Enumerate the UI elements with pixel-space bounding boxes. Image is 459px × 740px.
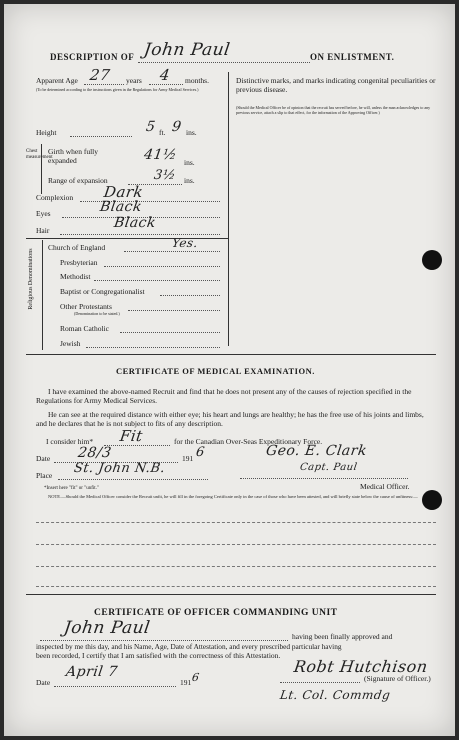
medical-place-label: Place	[36, 471, 53, 480]
unfitness-line-2	[36, 544, 436, 545]
religion-item-methodist: Methodist	[60, 272, 91, 281]
religion-group-label: Religious Denominations	[28, 248, 34, 310]
religion-line-3	[160, 295, 220, 296]
age-months-line	[149, 84, 183, 85]
religion-line-0	[124, 251, 220, 252]
officer-date-handwritten: April 7	[64, 664, 119, 680]
chest-girth-unit: ins.	[184, 158, 195, 167]
chest-range-label: Range of expansion	[48, 176, 108, 185]
eyes-label: Eyes	[36, 209, 51, 218]
medical-heading: CERTIFICATE OF MEDICAL EXAMINATION.	[116, 366, 315, 376]
chest-girth-label: Girth when fully expanded	[48, 147, 98, 165]
officer-cert-line2: inspected by me this day, and his Name, Age, Date of Attestation, and every prescribed particular having	[36, 642, 342, 651]
hair-handwritten: Black	[112, 215, 158, 231]
hair-label: Hair	[36, 226, 50, 235]
religion-item-jewish: Jewish	[60, 339, 81, 348]
religion-item-presbyterian: Presbyterian	[60, 258, 98, 267]
column-divider	[228, 72, 229, 346]
header-title-right: ON ENLISTMENT.	[310, 52, 395, 62]
religion-item-baptist: Baptist or Congregationalist	[60, 287, 145, 296]
religion-item-other-protestants: Other Protestants	[60, 302, 112, 311]
height-ft-handwritten: 5	[144, 119, 157, 135]
chest-girth-handwritten: 41½	[142, 147, 179, 163]
age-label: Apparent Age	[36, 76, 78, 85]
medical-officer-signature: Geo. E. Clark	[264, 443, 369, 459]
religion-line-4	[128, 310, 220, 311]
height-ft-label: ft.	[159, 128, 166, 137]
height-label: Height	[36, 128, 57, 137]
officer-cert-line1-rest: having been finally approved and	[292, 632, 393, 641]
age-note: (To be determined according to the instructions given in the Regulations for Army Medical Services.)	[36, 87, 199, 92]
complexion-handwritten: Dark	[102, 183, 145, 201]
height-in-handwritten: 9	[170, 119, 183, 135]
officer-signature-handwritten: Robt Hutchison	[292, 657, 429, 676]
medical-officer-line	[240, 478, 408, 479]
officer-year-handwritten: 6	[191, 671, 201, 684]
height-in-label: ins.	[186, 128, 197, 137]
officer-signature-rank: Lt. Col. Commdg	[279, 688, 392, 702]
chest-bracket	[41, 144, 42, 194]
section-divider-medical	[26, 354, 436, 355]
religion-bracket	[42, 240, 43, 350]
unfitness-line-1	[36, 522, 436, 523]
punch-hole-upper	[422, 250, 442, 270]
religion-line-6	[86, 347, 220, 348]
officer-signature-line	[280, 682, 360, 683]
age-years-line	[84, 84, 124, 85]
medical-officer-label: Medical Officer.	[360, 482, 410, 491]
medical-place-handwritten: St. John N.B.	[72, 461, 167, 476]
medical-footnote-b: NOTE.—Should the Medical Officer consider the Recruit unfit, he will fill in the foregoing Certificate only in the case of those who have been attested, and will briefly state below the cause of unfitness:—	[48, 494, 418, 499]
age-months-handwritten: 4	[158, 66, 172, 84]
officer-date-label: Date	[36, 678, 51, 687]
medical-consider-line	[104, 445, 170, 446]
medical-year-handwritten: 6	[194, 445, 206, 460]
age-months-label: months.	[185, 76, 209, 85]
medical-consider-rest: for the Canadian Over-Seas Expeditionary Force.	[174, 437, 323, 446]
religion-other-note: (Denomination to be stated.)	[74, 311, 120, 316]
marks-note: (Should the Medical Officer be of opinion that the recruit has served before, he will, unless the man acknowledges to any previous service, attach a slip to that effect, for the information of the Approving Officer.)	[236, 105, 431, 115]
complexion-label: Complexion	[36, 193, 74, 202]
medical-paragraph-1: I have examined the above-named Recruit and find that he does not present any of the causes of rejection specified in the Regulations for Army Medical Services.	[36, 387, 412, 405]
section-divider-officer	[26, 594, 436, 595]
medical-year-print: 191	[182, 454, 194, 463]
religion-line-5	[120, 332, 220, 333]
officer-date-line	[54, 686, 176, 687]
medical-date-label: Date	[36, 454, 51, 463]
medical-place-line	[58, 479, 208, 480]
header-name-line	[138, 62, 310, 63]
medical-consider-handwritten: Fit	[118, 427, 144, 445]
chest-range-handwritten: 3½	[152, 168, 177, 183]
hair-line	[60, 234, 220, 235]
header-title-left: DESCRIPTION OF	[50, 52, 135, 62]
officer-cert-name-line	[40, 640, 288, 641]
medical-officer-rank: Capt. Paul	[299, 462, 359, 473]
officer-cert-line3: been recorded, I certify that I am satisfied with the correctness of this Attestation.	[36, 651, 281, 660]
age-years-label: years	[126, 76, 142, 85]
religion-item-roman-catholic: Roman Catholic	[60, 324, 109, 333]
officer-cert-heading: CERTIFICATE OF OFFICER COMMANDING UNIT	[94, 608, 338, 618]
officer-signature-label: (Signature of Officer.)	[364, 674, 431, 683]
officer-year-print: 191	[180, 678, 192, 687]
height-lead-line	[70, 136, 132, 137]
header-name-handwritten: John Paul	[142, 40, 232, 60]
religion-item-church-of-england: Church of England	[48, 243, 106, 252]
marks-text: Distinctive marks, and marks indicating congenital peculiarities or previous disease.	[236, 76, 436, 94]
chest-range-unit: ins.	[184, 176, 195, 185]
punch-hole-lower	[422, 490, 442, 510]
religion-church-handwritten: Yes.	[171, 236, 199, 250]
medical-paragraph-2: He can see at the required distance with either eye; his heart and lungs are healthy; he has the free use of his joints and limbs, and he declares that he is not subject to fits of any description.	[36, 410, 424, 428]
chest-group-label: Chest measurement	[26, 149, 53, 160]
attestation-paper	[4, 4, 455, 736]
medical-footnote-a: *Insert here "fit" or "unfit."	[44, 486, 99, 491]
religion-line-2	[94, 280, 220, 281]
religion-line-1	[104, 266, 220, 267]
unfitness-line-4	[36, 586, 436, 587]
age-years-handwritten: 27	[88, 66, 112, 84]
eyes-handwritten: Black	[98, 199, 144, 215]
officer-cert-name-handwritten: John Paul	[62, 618, 152, 638]
unfitness-line-3	[36, 566, 436, 567]
medical-date-handwritten: 28/3	[76, 445, 113, 461]
medical-consider-label: I consider him*	[46, 437, 94, 446]
